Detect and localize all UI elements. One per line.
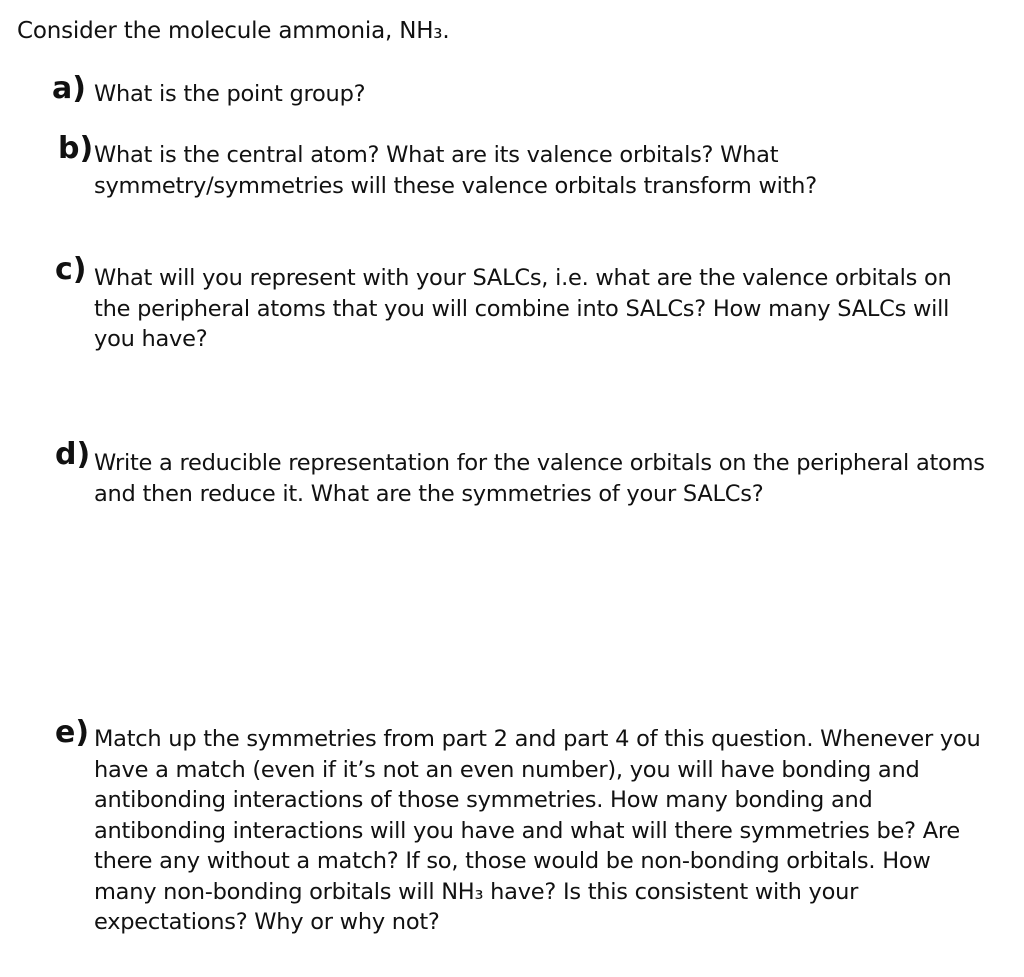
question-a-text: What is the point group? [94,81,366,107]
intro-text: Consider the molecule ammonia, NH₃. [17,18,450,44]
question-b-text: What is the central atom? What are its valence orbitals? What symmetry/symmetries will these valence orbitals transform with? [94,142,817,199]
question-c-label: c) [55,252,87,287]
question-d-label: d) [55,437,91,472]
question-c-text: What will you represent with your SALCs, i.e. what are the valence orbitals on the peripheral atoms that you will combine into SALCs? How many SALCs will you have? [94,265,952,352]
question-b-label: b) [58,131,94,166]
question-e-text: Match up the symmetries from part 2 and part 4 of this question. Whenever you have a match (even if it’s not an even number), you will have bonding and antibonding interactions of those symmetries. How many bonding and antibonding interactions will you have and what will there symmetries be? Are there any without a match? If so, those would be non-bonding orbitals. How many non-bonding orbitals will NH₃ have? Is this consistent with your expectations? Why or why not? [94,726,981,935]
question-a-label: a) [52,71,86,106]
question-e-label: e) [55,715,90,750]
question-d-text: Write a reducible representation for the valence orbitals on the peripheral atoms and then reduce it. What are the symmetries of your SALCs? [94,450,985,507]
